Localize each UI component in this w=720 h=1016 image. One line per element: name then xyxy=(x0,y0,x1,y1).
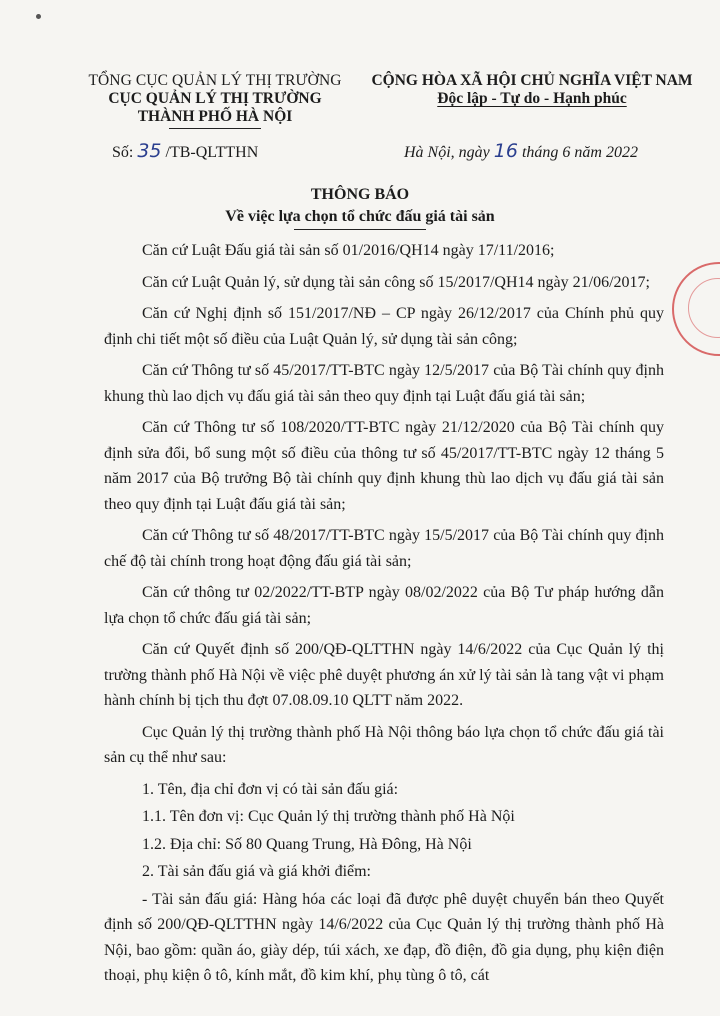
section-heading: 2. Tài sản đấu giá và giá khởi điểm: xyxy=(142,863,371,880)
paragraph: Căn cứ Luật Đấu giá tài sản số 01/2016/QH14 ngày 17/11/2016; xyxy=(142,242,555,259)
issue-date xyxy=(404,140,638,162)
doc-number-prefix: Số: xyxy=(112,144,138,161)
doc-number-suffix: /TB-QLTTHN xyxy=(161,144,259,161)
paragraph: Cục Quản lý thị trường thành phố Hà Nội thông báo lựa chọn tổ chức đấu giá tài sản cụ thể như sau: xyxy=(104,723,664,766)
document-body xyxy=(104,238,664,995)
document-subtitle xyxy=(0,208,720,230)
national-motto: Độc lập - Tự do - Hạnh phúc xyxy=(437,90,627,107)
agency-name: CỤC QUẢN LÝ THỊ TRƯỜNG xyxy=(108,90,322,107)
document-number xyxy=(112,140,258,162)
section-heading: 1. Tên, địa chỉ đơn vị có tài sản đấu giá: xyxy=(142,780,399,798)
paragraph: Căn cứ Quyết định số 200/QĐ-QLTTHN ngày 14/6/2022 của Cục Quản lý thị trường thành phố Hà Nội về việc phê duyệt phương án xử lý tài sản là tang vật vi phạm hành chính bị tịch thu đợt 07.08.09.10 QLTT năm 2022. xyxy=(104,641,664,709)
agency-underline xyxy=(169,128,261,129)
seal-inner-ring xyxy=(688,278,720,338)
parent-agency-name: TỔNG CỤC QUẢN LÝ THỊ TRƯỜNG xyxy=(88,72,342,89)
date-suffix: tháng 6 năm 2022 xyxy=(517,144,638,161)
paragraph: Căn cứ Nghị định số 151/2017/NĐ – CP ngày 26/12/2017 của Chính phủ quy định chi tiết một số điều của Luật Quản lý, sử dụng tài sản công; xyxy=(104,305,664,348)
doc-number-handwritten: 35 xyxy=(137,140,162,162)
list-item: 1.1. Tên đơn vị: Cục Quản lý thị trường thành phố Hà Nội xyxy=(142,808,515,825)
paragraph: Căn cứ Thông tư số 108/2020/TT-BTC ngày 21/12/2020 của Bộ Tài chính quy định sửa đổi, bổ sung một số điều của thông tư số 45/2017/TT-BTC ngày 12 tháng 5 năm 2017 của Bộ trưởng Bộ tài chính quy định khung thù lao dịch vụ đấu giá tài sản theo quy định tại Luật đấu giá tài sản; xyxy=(104,419,664,513)
paragraph: Căn cứ Luật Quản lý, sử dụng tài sản công số 15/2017/QH14 ngày 21/06/2017; xyxy=(142,273,650,291)
document-title: THÔNG BÁO xyxy=(310,186,410,203)
subtitle-underline xyxy=(294,229,426,230)
date-prefix: Hà Nội, ngày xyxy=(404,144,494,161)
paragraph: Căn cứ Thông tư số 45/2017/TT-BTC ngày 12/5/2017 của Bộ Tài chính quy định khung thù lao dịch vụ đấu giá tài sản theo quy định tại Luật đấu giá tài sản; xyxy=(104,362,664,405)
date-day-handwritten: 16 xyxy=(493,140,518,162)
subtitle-text: Về việc lựa chọn tổ chức đấu giá tài sản xyxy=(225,208,495,225)
paragraph: Căn cứ Thông tư số 48/2017/TT-BTC ngày 15/5/2017 của Bộ Tài chính quy định chế độ tài chính trong hoạt động đấu giá tài sản; xyxy=(104,527,664,570)
paragraph: - Tài sản đấu giá: Hàng hóa các loại đã được phê duyệt chuyển bán theo Quyết định số 200/QĐ-QLTTHN ngày 14/6/2022 của Cục Quản lý thị trường thành phố Hà Nội, bao gồm: quần áo, giày dép, túi xách, xe đạp, đồ điện, đồ gia dụng, phụ kiện điện thoại, phụ kiện ô tô, kính mắt, đồ kim khí, phụ tùng ô tô, cát xyxy=(104,890,664,984)
country-name: CỘNG HÒA XÃ HỘI CHỦ NGHĨA VIỆT NAM xyxy=(371,72,693,89)
issuing-agency-header xyxy=(70,72,360,129)
agency-city: THÀNH PHỐ HÀ NỘI xyxy=(137,108,293,125)
paragraph: Căn cứ thông tư 02/2022/TT-BTP ngày 08/02/2022 của Bộ Tư pháp hướng dẫn lựa chọn tổ chức đấu giá tài sản; xyxy=(104,584,664,627)
national-header xyxy=(362,72,702,108)
red-seal-stamp xyxy=(672,262,720,356)
corner-mark xyxy=(36,14,41,19)
list-item: 1.2. Địa chỉ: Số 80 Quang Trung, Hà Đông, Hà Nội xyxy=(142,835,472,853)
